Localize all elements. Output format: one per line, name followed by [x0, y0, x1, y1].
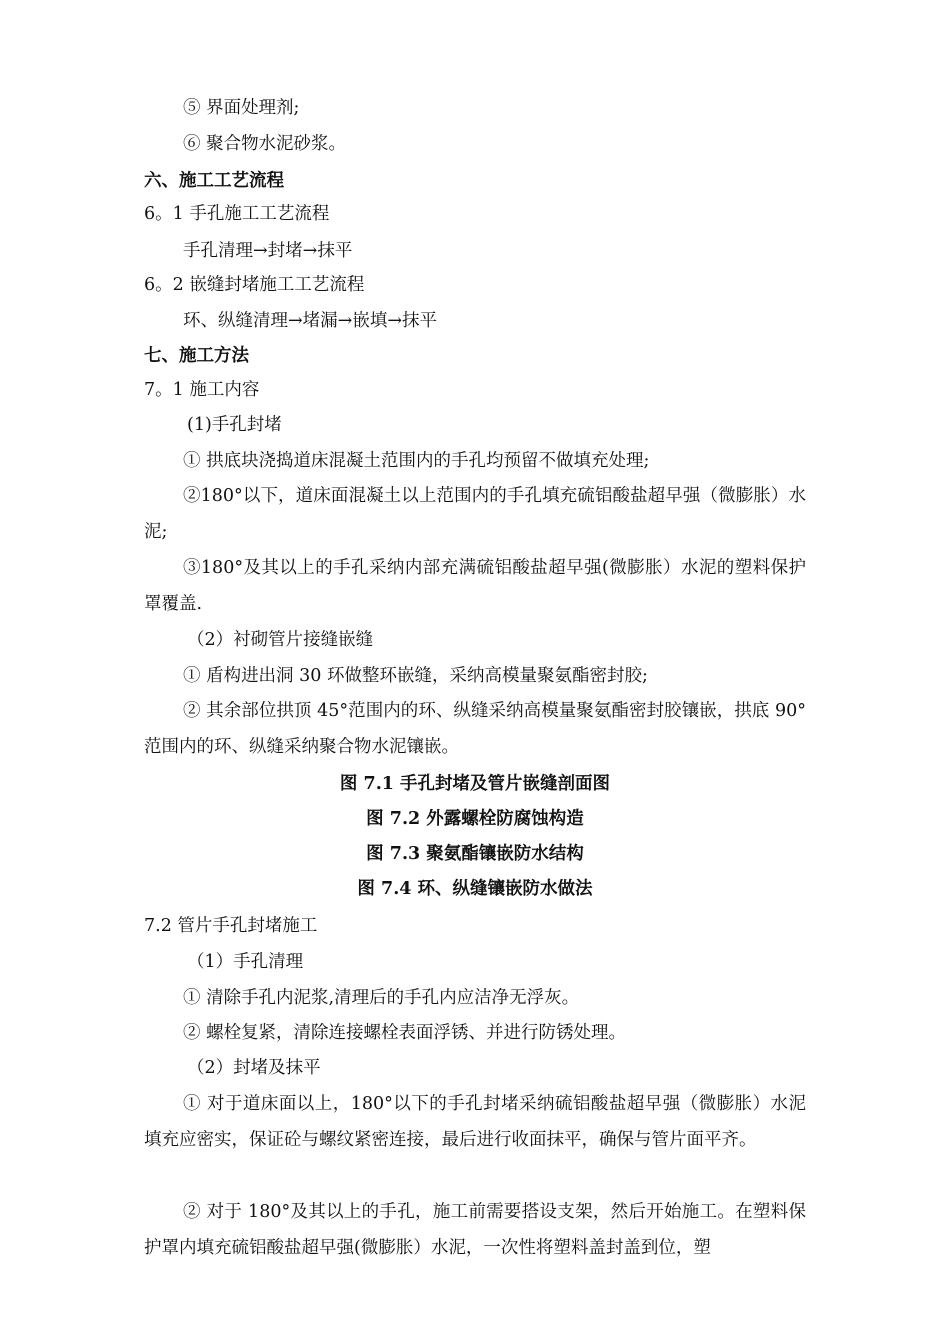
paragraph: ① 对于道床面以上，180°以下的手孔封堵采纳硫铝酸盐超早强（微膨胀）水泥填充应密实，保证砼与螺纹紧密连接，最后进行收面抹平，确保与管片面平齐。 — [144, 1094, 806, 1150]
list-item: ⑤ 界面处理剂; — [183, 98, 300, 118]
subsection-heading: 7。1 施工内容 — [144, 380, 260, 400]
list-item: ① 清除手孔内泥浆,清理后的手孔内应洁净无浮灰。 — [183, 988, 580, 1008]
list-item: ② 螺栓复紧，清除连接螺栓表面浮锈、并进行防锈处理。 — [183, 1023, 627, 1043]
subsection-heading: 6。2 嵌缝封堵施工工艺流程 — [144, 275, 365, 295]
paragraph: ② 对于 180°及其以上的手孔，施工前需要搭设支架，然后开始施工。在塑料保护罩内填充硫铝酸盐超早强(微膨胀）水泥，一次性将塑料盖封盖到位，塑 — [144, 1202, 806, 1258]
figure-caption: 图 7.3 聚氨酯镶嵌防水结构 — [366, 844, 584, 864]
subsection-heading: 7.2 管片手孔封堵施工 — [144, 916, 318, 936]
subsection-heading: 6。1 手孔施工工艺流程 — [144, 204, 330, 224]
section-heading: 六、施工工艺流程 — [144, 171, 284, 191]
paragraph: ②180°以下，道床面混凝土以上范围内的手孔填充硫铝酸盐超早强（微膨胀）水泥; — [144, 486, 806, 542]
figure-caption: 图 7.1 手孔封堵及管片嵌缝剖面图 — [339, 774, 611, 794]
item-heading: （2）封堵及抹平 — [187, 1058, 321, 1078]
section-heading: 七、施工方法 — [144, 346, 249, 366]
list-item: ① 盾构进出洞 30 环做整环嵌缝，采纳高模量聚氨酯密封胶; — [183, 666, 648, 686]
list-item: ⑥ 聚合物水泥砂浆。 — [183, 134, 347, 154]
process-flow: 手孔清理→封堵→抹平 — [183, 241, 353, 261]
figure-caption: 图 7.4 环、纵缝镶嵌防水做法 — [357, 879, 593, 899]
item-heading: （2）衬砌管片接缝嵌缝 — [187, 630, 374, 650]
list-item: ① 拱底块浇捣道床混凝土范围内的手孔均预留不做填充处理; — [183, 451, 650, 471]
paragraph: ② 其余部位拱顶 45°范围内的环、纵缝采纳高模量聚氨酯密封胶镶嵌，拱底 90°范围内的环、纵缝采纳聚合物水泥镶嵌。 — [144, 701, 806, 757]
process-flow: 环、纵缝清理→堵漏→嵌填→抹平 — [183, 311, 437, 331]
item-heading: （1）手孔清理 — [187, 952, 304, 972]
paragraph: ③180°及其以上的手孔采纳内部充满硫铝酸盐超早强(微膨胀）水泥的塑料保护罩覆盖. — [144, 558, 806, 614]
item-heading: (1)手孔封堵 — [187, 415, 282, 435]
figure-caption: 图 7.2 外露螺栓防腐蚀构造 — [366, 809, 584, 829]
